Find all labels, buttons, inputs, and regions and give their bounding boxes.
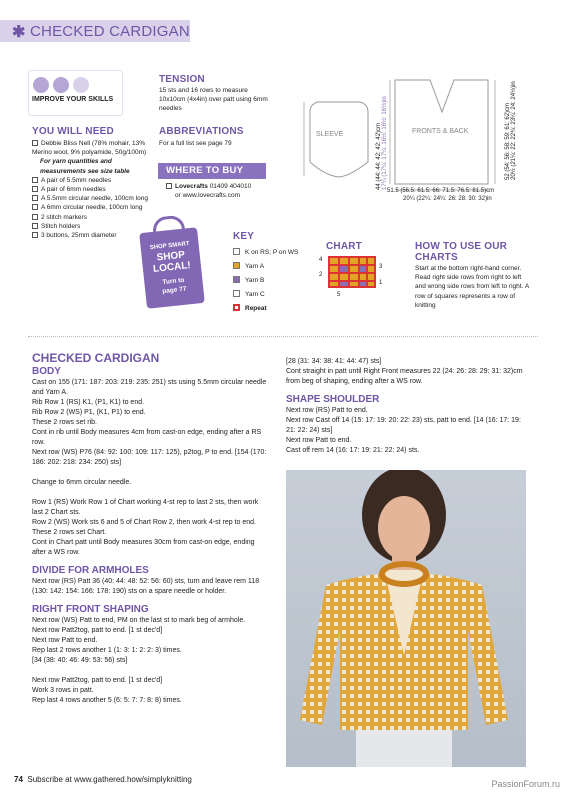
chart-row-4: 4 <box>319 257 323 263</box>
key-item: Yarn C <box>233 288 298 302</box>
where-text: Lovecrafts 01409 404010 or www.lovecrafts.com <box>166 182 251 200</box>
abbrev-text: For a full list see page 79 <box>159 140 232 147</box>
list-item: 2 stitch markers <box>32 213 152 222</box>
shoulder-text: Next row (RS) Patt to end. Next row Cast off 14 (15: 17: 19: 20: 22: 23) sts, patt to end. [14 (16: 17: 19: 21: 22: 24) sts] Next row Patt to end. Cast off rem 14 (16: 17: 19: 21: 22: 24) sts. <box>286 407 521 454</box>
skills-box <box>28 70 123 116</box>
watermark: PassionForum.ru <box>491 779 560 789</box>
star-icon: ✱ <box>12 24 26 41</box>
footer: 74 Subscribe at www.gathered.how/simplyknitting <box>14 775 192 784</box>
cardigan-illustration <box>286 470 526 767</box>
where-to-buy-heading: WHERE TO BUY <box>158 163 266 179</box>
howto-heading: HOW TO USE OUR CHARTS <box>415 241 508 263</box>
list-item: A 6mm circular needle, 100cm long <box>32 203 152 212</box>
right-column: [28 (31: 34: 38: 41: 44: 47) sts] Cont straight in patt until Right Front measures 22 (24: 26: 28: 29: 31: 32)cm from beg of shaping, ending after a WS row. SHAPE SHOULDER Next row (RS) Patt to end. Next row Cast off 14 (15: 17: 19: 20: 22: 23) sts, patt to end. [14 (16: 17: 19: 21: 22: 24) sts] Next row Patt to end. Cast off rem 14 (16: 17: 19: 21: 22: 24) sts. <box>286 357 531 456</box>
chart-grid <box>328 256 376 288</box>
divider <box>28 336 538 337</box>
shoulder-heading: SHAPE SHOULDER <box>286 394 380 405</box>
shop-local-tote: SHOP SMART SHOP LOCAL! Turn to page 77 <box>139 227 205 309</box>
key-list <box>233 246 298 316</box>
chart-heading: CHART <box>326 241 362 252</box>
list-item: Debbie Bliss Nell (78% mohair, 13% Merino wool, 9% polyamide, 50g/100m) <box>32 140 147 157</box>
skills-label: IMPROVE YOUR SKILLS <box>32 96 114 103</box>
key-item: Yarn B <box>233 274 298 288</box>
title-bar <box>0 20 190 42</box>
key-heading: KEY <box>233 231 255 242</box>
sleeve-label: SLEEVE <box>316 131 344 138</box>
where-link[interactable]: or www.lovecrafts.com <box>175 192 241 200</box>
key-item: Yarn A <box>233 260 298 274</box>
armholes-heading: DIVIDE FOR ARMHOLES <box>32 565 149 576</box>
pattern-text: Cast on 155 (171: 187: 203: 219: 235: 251) sts using 5.5mm circular needle and Yarn A. Rib Row 1 (RS) K1, (P1, K1) to end. Rib Row 2 (WS) P1, (K1, P1) to end. These 2 rows set rib. Cont in rib until Body measures 4cm from cast-on edge, ending after a RS row. Next row (WS) P76 (84: 92: 100: 109: 117: 125), p2tog, P to end. [154 (170: 186: 202: 218: 234: 250) sts] Change to 6mm circular needle. Row 1 (RS) Work Row 1 of Chart working 4-st rep to last 2 sts, then work last 2 Chart sts. Row 2 (WS) Work sts 6 and 5 of Chart Row 2, then work 4-st rep to end. These 2 rows set Chart. Cont in Chart patt until Body measures 30cm from cast-on edge, ending after a WS row. <box>32 379 267 556</box>
list-item: 3 buttons, 25mm diameter <box>32 231 152 240</box>
chart-row-3: 3 <box>379 264 383 270</box>
tension-text: 15 sts and 16 rows to measure 10x10cm (4x4in) over patt using 6mm needles <box>159 87 268 113</box>
need-note: For yarn quantities and measurements see size table <box>40 158 130 175</box>
abbrev-heading: ABBREVIATIONS <box>159 126 244 137</box>
fronts-label: FRONTS & BACK <box>412 128 469 135</box>
subscribe-link[interactable]: Subscribe at www.gathered.how/simplyknitting <box>27 775 192 784</box>
model-photo <box>286 470 526 767</box>
measure-width: 51.5 (56.5: 61.5: 66: 71.5: 76.5: 81.5)cm 20¼ (22¼: 24¼: 26: 28: 30: 32)in <box>387 188 495 202</box>
list-item: Stitch holders <box>32 222 152 231</box>
chart-col: 5 <box>337 292 341 298</box>
list-item: A pair of 6mm needles <box>32 185 152 194</box>
body-heading: BODY <box>32 366 61 377</box>
left-column <box>32 352 270 706</box>
measure-sleeve: 44 (44: 44: 42: 42: 42)cm 17¼ (17¼: 17¼: 16½: 16½: 16½)in <box>376 96 388 190</box>
key-item: Repeat <box>233 302 298 316</box>
pattern-title: CHECKED CARDIGAN <box>32 351 160 365</box>
howto-text: Start at the bottom right-hand corner. Read right side rows from right to left and wrong side rows from left to right. A row of squares represents a row of knitting <box>415 265 529 309</box>
need-heading: YOU WILL NEED <box>32 126 114 137</box>
right-front-text: Next row (WS) Patt to end, PM on the last st to mark beg of armhole. Next row Patt2tog, patt to end. [1 st dec'd] Next row Patt to end. Rep last 2 rows another 1 (1: 3: 1: 2: 2: 3) times. [34 (38: 40: 46: 49: 53: 56) sts] Next row Patt2tog, patt to end. [1 st dec'd] Work 3 rows in patt. Rep last 4 rows another 5 (6: 5: 7: 7: 8: 8) times. <box>32 617 246 704</box>
armholes-text: Next row (RS) Patt 36 (40: 44: 48: 52: 56: 60) sts, turn and leave rem 118 (130: 142: 154: 166: 178: 190) sts on a spare needle or holder. <box>32 578 260 595</box>
measure-length: 52 (54: 56: 58: 59: 61: 62)cm 20½ (21¼: 22: 22¾: 23¼: 24: 24½)in <box>505 81 517 180</box>
list-item: A pair of 5.5mm needles <box>32 176 152 185</box>
list-item: A 5.5mm circular needle, 100cm long <box>32 194 152 203</box>
tension-heading: TENSION <box>159 74 205 85</box>
chart-row-1: 1 <box>379 280 383 286</box>
page-title: CHECKED CARDIGAN <box>30 23 190 40</box>
right-front-heading: RIGHT FRONT SHAPING <box>32 604 149 615</box>
need-list <box>32 139 152 240</box>
key-item: K on RS; P on WS <box>233 246 298 260</box>
chart-row-2: 2 <box>319 272 323 278</box>
